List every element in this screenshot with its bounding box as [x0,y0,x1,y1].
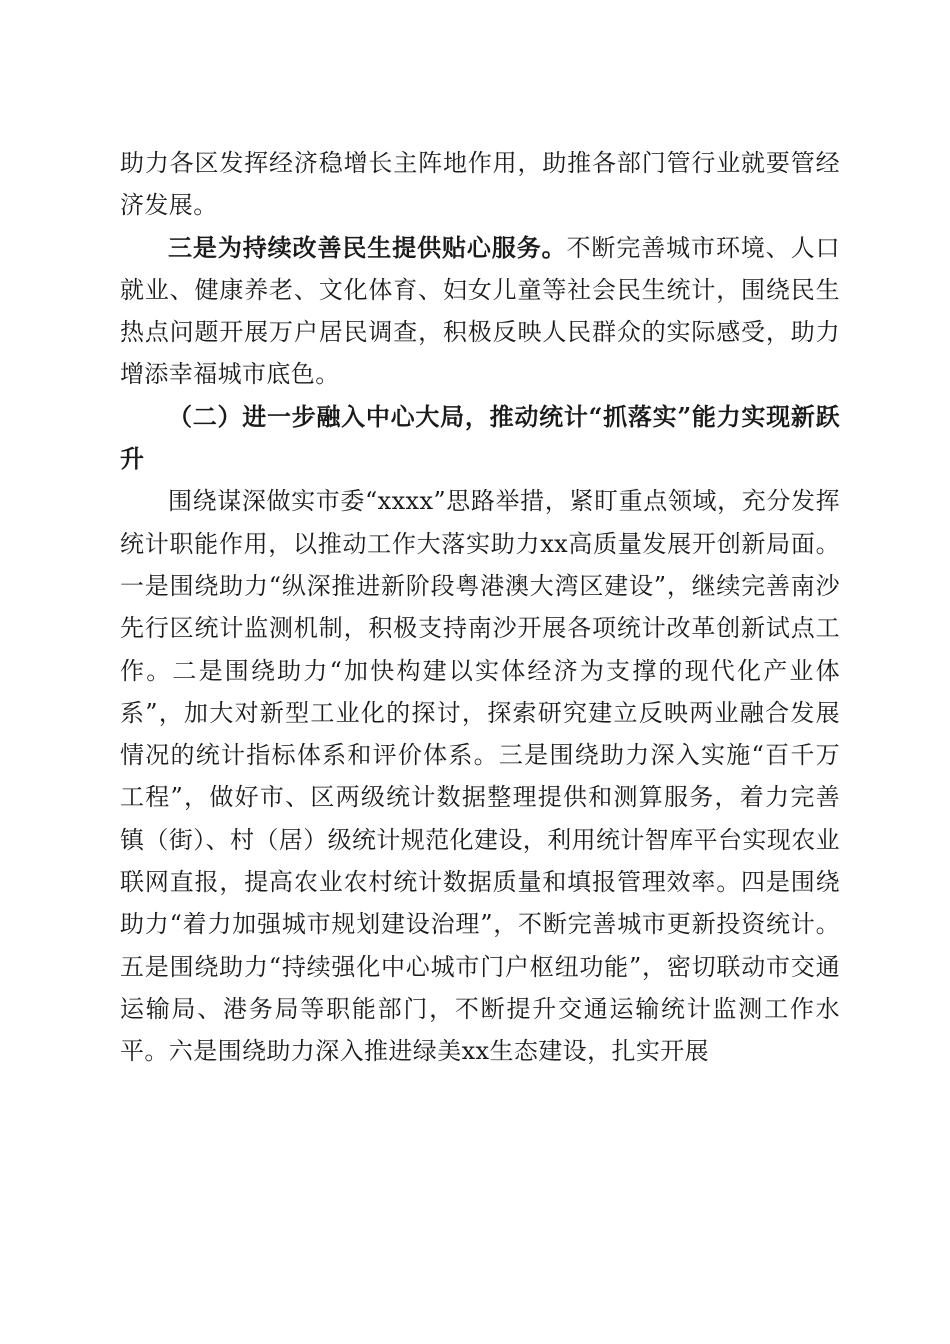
paragraph-text: 助力各区发挥经济稳增长主阵地作用，助推各部门管行业就要管经济发展。 [120,149,840,220]
section-heading-text: （二）进一步融入中心大局，推动统计“抓落实”能力实现新跃升 [120,401,840,474]
paragraph-central-tasks [120,480,840,1072]
paragraph-text: 不断完善城市环境、人口就业、健康养老、文化体育、妇女儿童等社会民生统计，围绕民生热点问题开展万户居民调查，积极反映人民群众的实际感受，助力增添幸福城市底色。 [120,233,840,389]
paragraph-livelihood [120,227,840,396]
paragraph-text: 围绕谋深做实市委“xxxx”思路举措，紧盯重点领域，充分发挥统计职能作用，以推动工作大落实助力xx高质量发展开创新局面。一是围绕助力“纵深推进新阶段粤港澳大湾区建设”，继续完善南沙先行区统计监测机制，积极支持南沙开展各项统计改革创新试点工作。二是围绕助力“加快构建以实体经济为支撑的现代化产业体系”，加大对新型工业化的探讨，探索研究建立反映两业融合发展情况的统计指标体系和评价体系。三是围绕助力深入实施“百千万工程”，做好市、区两级统计数据整理提供和测算服务，着力完善镇（街）、村（居）级统计规范化建设，利用统计智库平台实现农业联网直报，提高农业农村统计数据质量和填报管理效率。四是围绕助力“着力加强城市规划建设治理”，不断完善城市更新投资统计。五是围绕助力“持续强化中心城市门户枢纽功能”，密切联动市交通运输局、港务局等职能部门，不断提升交通运输统计监测工作水平。六是围绕助力深入推进绿美xx生态建设，扎实开展 [120,487,840,1066]
paragraph-continuation [120,142,840,227]
paragraph-lead: 三是为持续改善民生提供贴心服务。 [168,232,567,262]
document-body [120,142,840,1073]
section-heading [120,396,840,481]
